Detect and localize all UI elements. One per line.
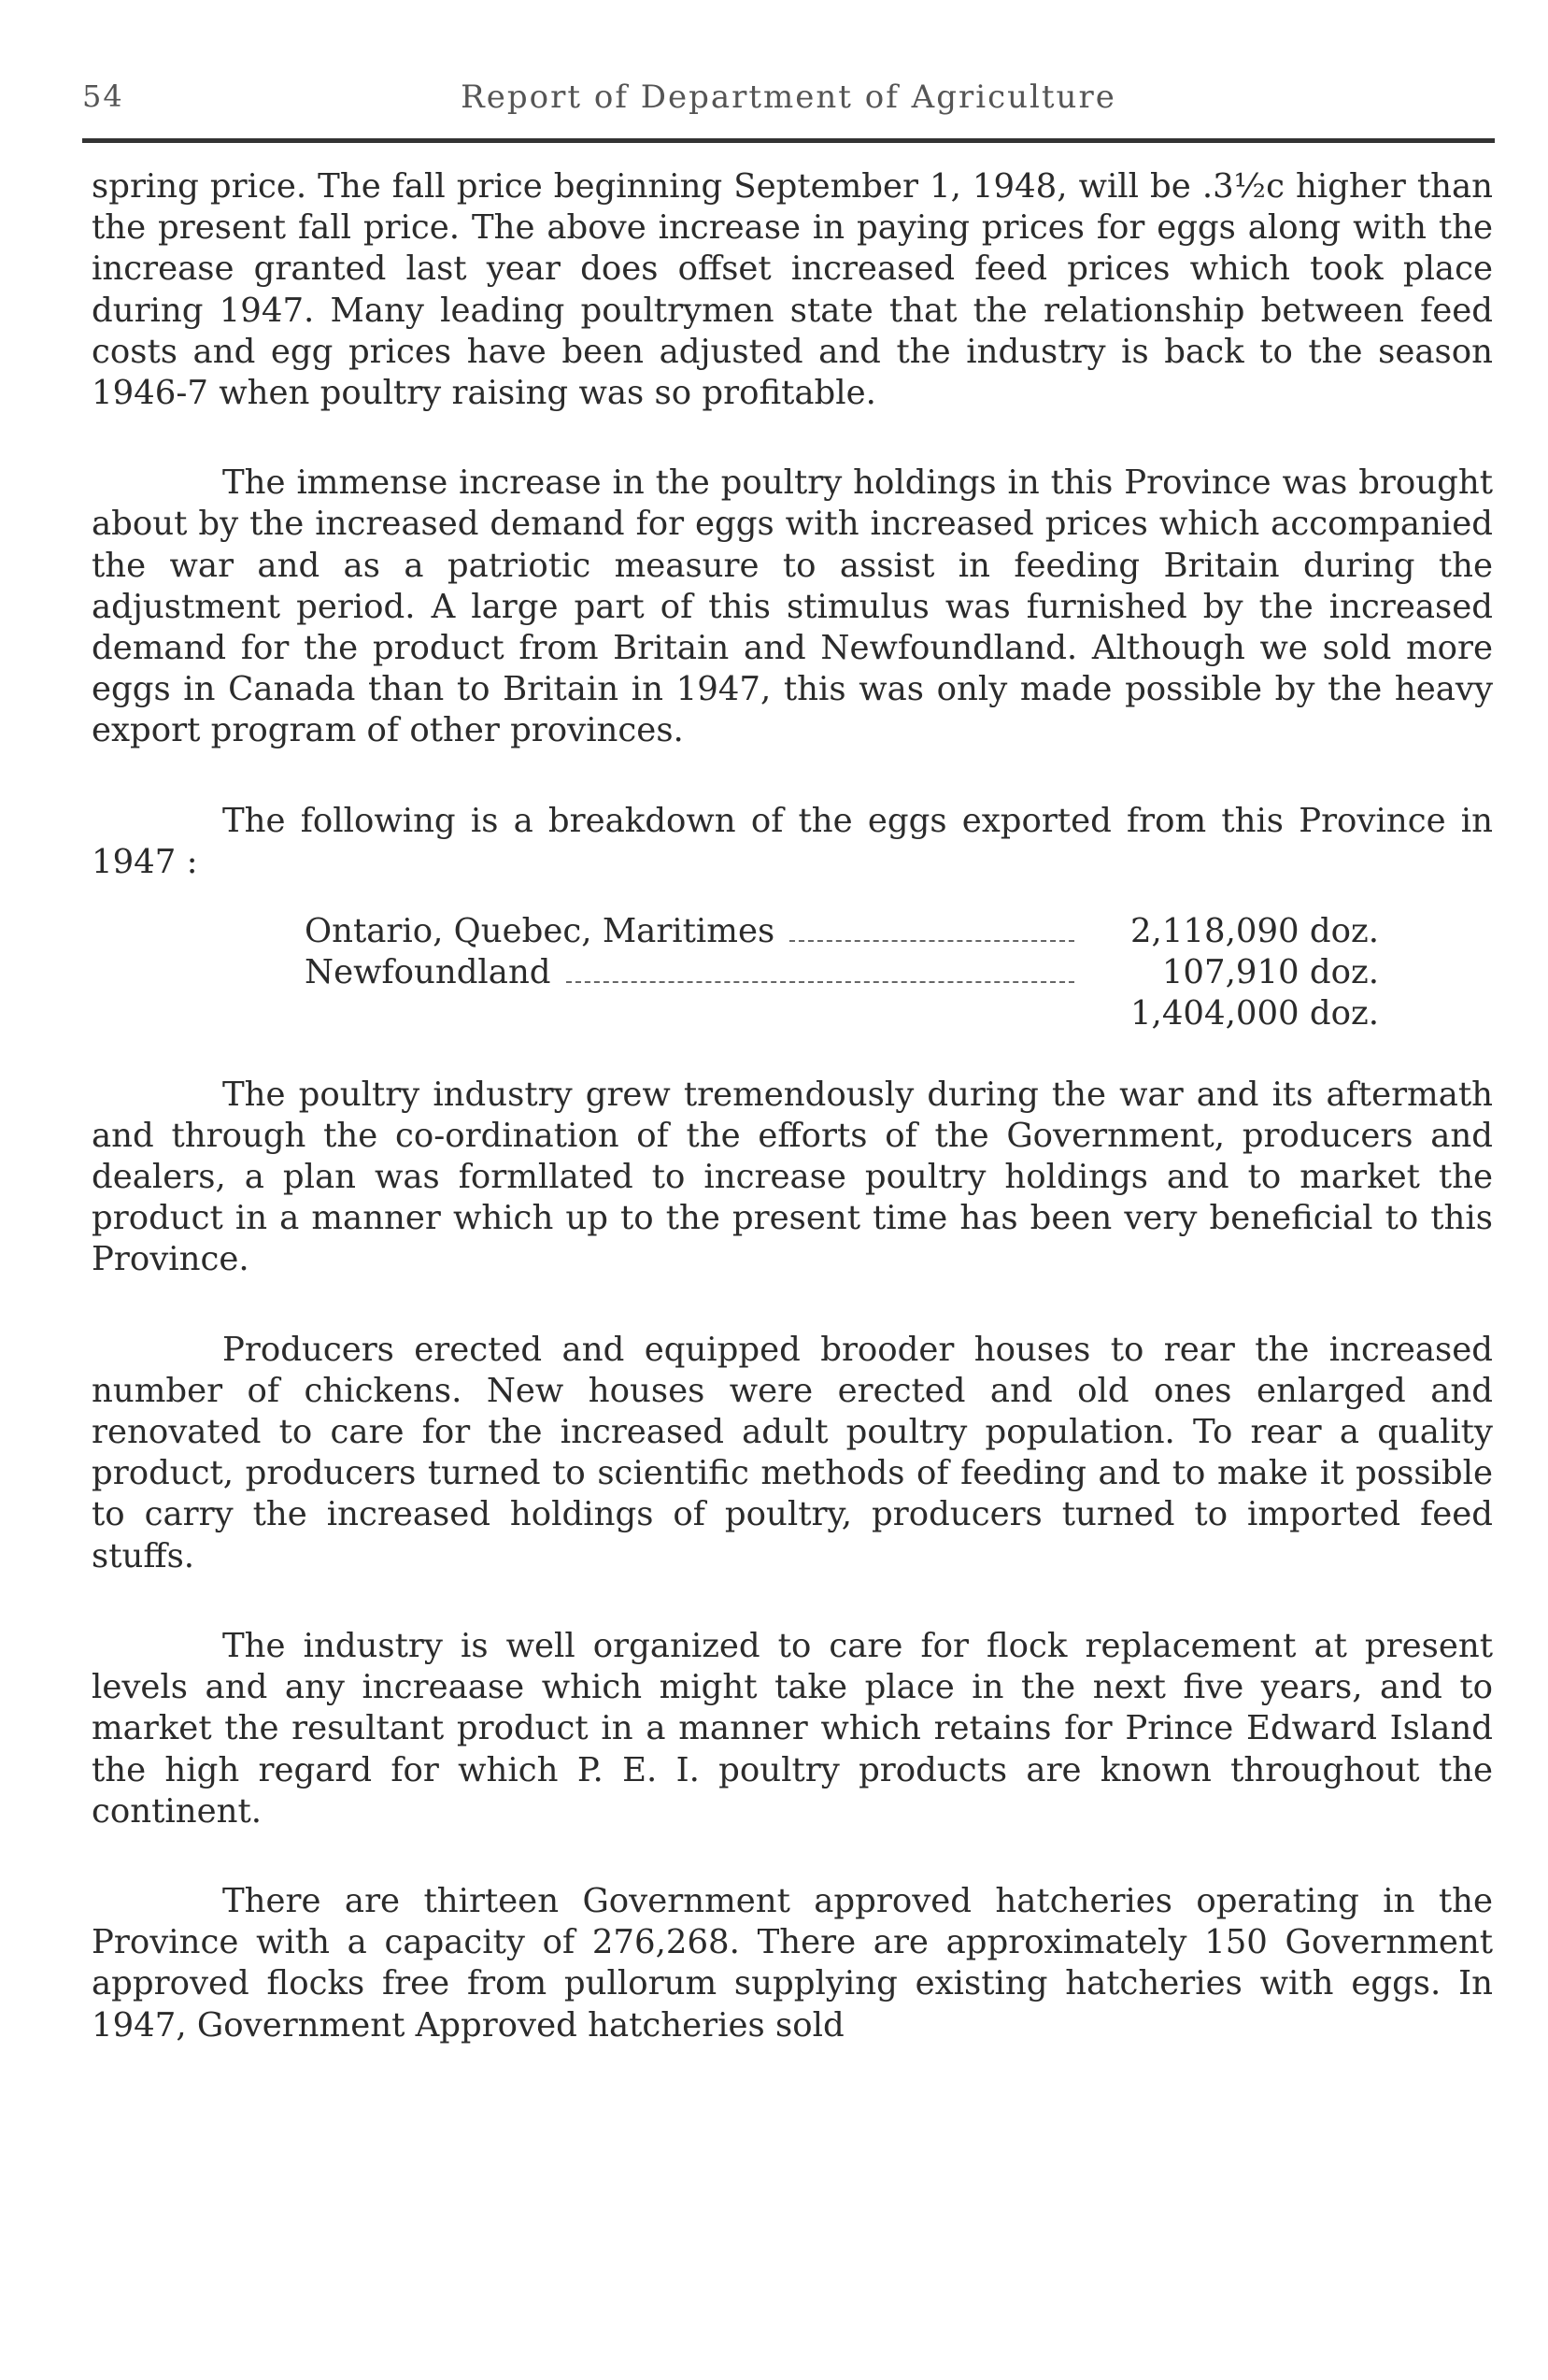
paragraph: There are thirteen Government approved hatcheries operating in the Province with a capacity of 276,268. There are approximately 150 Government approved flocks free from pullorum supplying existing hatcheries with eggs. In 1947, Government Approved hatcheries sold bbox=[92, 1881, 1493, 2045]
export-quantity: 2,118,090 doz. bbox=[1129, 912, 1379, 951]
header-rule bbox=[82, 138, 1495, 143]
table-row bbox=[305, 993, 1379, 1034]
running-title: Report of Department of Agriculture bbox=[461, 78, 1116, 116]
table-row bbox=[305, 952, 1379, 993]
paragraph-continued: spring price. The fall price beginning September 1, 1948, will be .3½c higher than the present fall price. The above increase in paying prices for eggs along with the increase granted last year does offset increased feed prices which took place during 1947. Many leading poultrymen state that the relationship between feed costs and egg prices have been adjusted and the industry is back to the season 1946-7 when poultry raising was so profitable. bbox=[92, 167, 1493, 413]
paragraph: The industry is well organized to care for flock replacement at present levels and any increaase which might take place in the next five years, and to market the resultant product in a manner which retains for Prince Edward Island the high regard for which P. E. I. poultry products are known throughout the continent. bbox=[92, 1626, 1493, 1831]
table-row bbox=[305, 911, 1379, 952]
page-number: 54 bbox=[82, 78, 124, 114]
dot-leader bbox=[789, 940, 1074, 942]
paragraph: The immense increase in the poultry holdings in this Province was brought about by the increased demand for eggs with increased prices which accompanied the war and as a patriotic measure to assist in feeding Britain during the adjustment period. A large part of this stimulus was furnished by the increased demand for the product from Britain and Newfoundland. Although we sold more eggs in Canada than to Britain in 1947, this was only made possible by the heavy export program of other provinces. bbox=[92, 463, 1493, 750]
body-text bbox=[92, 166, 1493, 2095]
paragraph-export-intro: The following is a breakdown of the eggs exported from this Province in 1947 : bbox=[92, 801, 1493, 881]
egg-export-table bbox=[305, 911, 1493, 1035]
paragraph: The poultry industry grew tremendously during the war and its aftermath and through the co-ordination of the efforts of the Government, producers and dealers, a plan was formllated to increase poultry holdings and to market the product in a manner which up to the present time has been very beneficial to this Province. bbox=[92, 1075, 1493, 1279]
export-quantity: 1,404,000 doz. bbox=[1129, 994, 1379, 1033]
export-quantity: 107,910 doz. bbox=[1161, 953, 1379, 992]
paragraph: Producers erected and equipped brooder houses to rear the increased number of chickens. New houses were erected and old ones enlarged and renovated to care for the increased adult poultry population. To rear a quality product, producers turned to scientific methods of feeding and to make it possible to carry the increased holdings of poultry, producers turned to imported feed stuffs. bbox=[92, 1330, 1493, 1575]
dot-leader bbox=[566, 981, 1074, 983]
export-region: Ontario, Quebec, Maritimes bbox=[305, 912, 775, 951]
page-header bbox=[82, 78, 1495, 135]
export-region: Newfoundland bbox=[305, 953, 551, 992]
